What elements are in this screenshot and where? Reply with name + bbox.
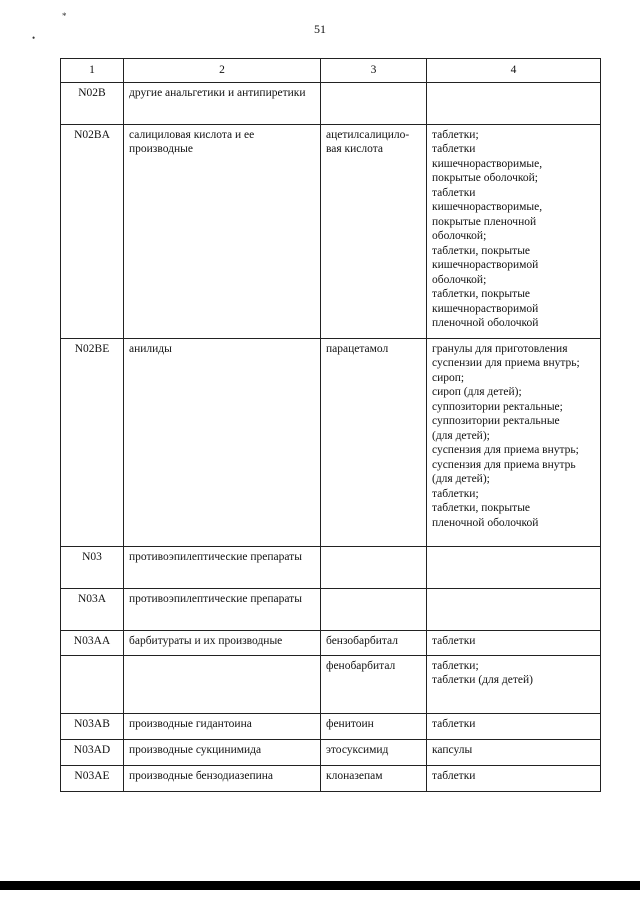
table-row	[61, 124, 601, 338]
drug-name-cell	[321, 124, 427, 338]
dosage-form-line: суппозитории ректальные	[432, 415, 560, 427]
group-name-cell: анилиды	[124, 338, 321, 546]
dosage-form-line: (для детей);	[432, 473, 490, 485]
header-cell: 4	[427, 59, 601, 83]
drug-name-line: фенобарбитал	[326, 659, 396, 672]
dosage-form-cell	[427, 82, 601, 124]
dosage-form-line: сироп;	[432, 371, 465, 384]
dosage-form-cell	[427, 655, 601, 713]
dosage-form-line: пленочной оболочкой	[432, 317, 539, 329]
dosage-form-line: таблетки, покрытые	[432, 288, 531, 300]
dosage-form-line: суспензия для приема внутрь	[432, 458, 576, 471]
drug-name-line: бензобарбитал	[326, 634, 399, 647]
atc-code-cell: N02B	[61, 82, 124, 124]
atc-code-cell: N02BA	[61, 124, 124, 338]
dosage-form-line: оболочкой;	[432, 230, 487, 242]
group-name-cell: противоэпилептические препараты	[124, 588, 321, 630]
dosage-form-line: таблетки	[432, 769, 476, 782]
header-cell: 2	[124, 59, 321, 83]
atc-code-cell: N02BE	[61, 338, 124, 546]
dosage-form-cell	[427, 765, 601, 791]
table-row	[61, 655, 601, 713]
group-name-cell: барбитураты и их производные	[124, 630, 321, 655]
header-row	[61, 59, 601, 83]
group-name-cell: салициловая кислота и ее производные	[124, 124, 321, 338]
group-name-cell: другие анальгетики и антипиретики	[124, 82, 321, 124]
table-row	[61, 588, 601, 630]
dosage-form-line: кишечнорастворимые,	[432, 201, 543, 213]
dosage-form-line: покрытые пленочной	[432, 215, 537, 228]
dosage-form-cell	[427, 546, 601, 588]
table-row	[61, 82, 601, 124]
drug-name-line: парацетамол	[326, 342, 389, 355]
atc-code-cell: N03AE	[61, 765, 124, 791]
table-row	[61, 765, 601, 791]
dosage-form-line: капсулы	[432, 743, 473, 756]
group-name-cell: производные гидантоина	[124, 713, 321, 739]
dosage-form-line: суспензии для приема внутрь;	[432, 357, 580, 369]
dosage-form-cell	[427, 713, 601, 739]
group-name-cell	[124, 655, 321, 713]
drug-name-cell	[321, 588, 427, 630]
table-row	[61, 546, 601, 588]
table-body	[61, 82, 601, 791]
atc-code-cell: N03AA	[61, 630, 124, 655]
atc-code-cell: N03AB	[61, 713, 124, 739]
dosage-form-cell	[427, 739, 601, 765]
dosage-form-line: таблетки	[432, 186, 476, 199]
drug-name-cell	[321, 546, 427, 588]
dosage-form-line: таблетки;	[432, 487, 479, 500]
dosage-form-line: суппозитории ректальные;	[432, 400, 563, 413]
table-row	[61, 630, 601, 655]
table-row	[61, 338, 601, 546]
dosage-form-line: таблетки	[432, 143, 476, 155]
drug-name-line: клоназепам	[326, 769, 383, 782]
dosage-form-line: таблетки;	[432, 659, 479, 672]
drug-name-line: ацетилсалицило-	[326, 128, 410, 141]
drug-table	[60, 58, 601, 792]
drug-name-cell	[321, 739, 427, 765]
drug-name-cell	[321, 338, 427, 546]
drug-name-line: фенитоин	[326, 717, 374, 730]
dosage-form-line: оболочкой;	[432, 273, 487, 286]
table-row	[61, 713, 601, 739]
dosage-form-line: пленочной оболочкой	[432, 516, 539, 529]
dosage-form-line: таблетки;	[432, 128, 479, 141]
drug-name-cell	[321, 82, 427, 124]
dosage-form-line: таблетки	[432, 634, 476, 647]
dosage-form-line: таблетки, покрытые	[432, 244, 531, 257]
dosage-form-line: сироп (для детей);	[432, 386, 522, 398]
dosage-form-cell	[427, 338, 601, 546]
group-name-cell: противоэпилептические препараты	[124, 546, 321, 588]
dosage-form-line: таблетки, покрытые	[432, 502, 531, 514]
dosage-form-line: гранулы для приготовления	[432, 342, 568, 355]
dosage-form-cell	[427, 124, 601, 338]
group-name-cell: производные сукцинимида	[124, 739, 321, 765]
header-cell: 3	[321, 59, 427, 83]
page-number: 51	[314, 22, 326, 36]
atc-code-cell: N03	[61, 546, 124, 588]
atc-code-cell: N03A	[61, 588, 124, 630]
dosage-form-cell	[427, 588, 601, 630]
dosage-form-line: кишечнорастворимой	[432, 259, 539, 271]
atc-code-cell: N03AD	[61, 739, 124, 765]
scan-border	[0, 881, 640, 890]
dosage-form-line: кишечнорастворимой	[432, 302, 539, 315]
header-cell: 1	[61, 59, 124, 83]
atc-code-cell	[61, 655, 124, 713]
table-row	[61, 739, 601, 765]
dosage-form-cell	[427, 630, 601, 655]
drug-name-line: этосуксимид	[326, 743, 389, 756]
dosage-form-line: (для детей);	[432, 429, 490, 442]
drug-name-cell	[321, 765, 427, 791]
scan-speck: *	[62, 11, 67, 21]
drug-name-cell	[321, 655, 427, 713]
dosage-form-line: таблетки	[432, 717, 476, 730]
dosage-form-line: таблетки (для детей)	[432, 674, 533, 686]
drug-name-line: вая кислота	[326, 143, 384, 155]
drug-name-cell	[321, 630, 427, 655]
scan-speck: •	[32, 33, 36, 43]
dosage-form-line: покрытые оболочкой;	[432, 172, 538, 184]
dosage-form-line: суспензия для приема внутрь;	[432, 444, 579, 456]
group-name-cell: производные бензодиазепина	[124, 765, 321, 791]
drug-name-cell	[321, 713, 427, 739]
dosage-form-line: кишечнорастворимые,	[432, 157, 543, 170]
